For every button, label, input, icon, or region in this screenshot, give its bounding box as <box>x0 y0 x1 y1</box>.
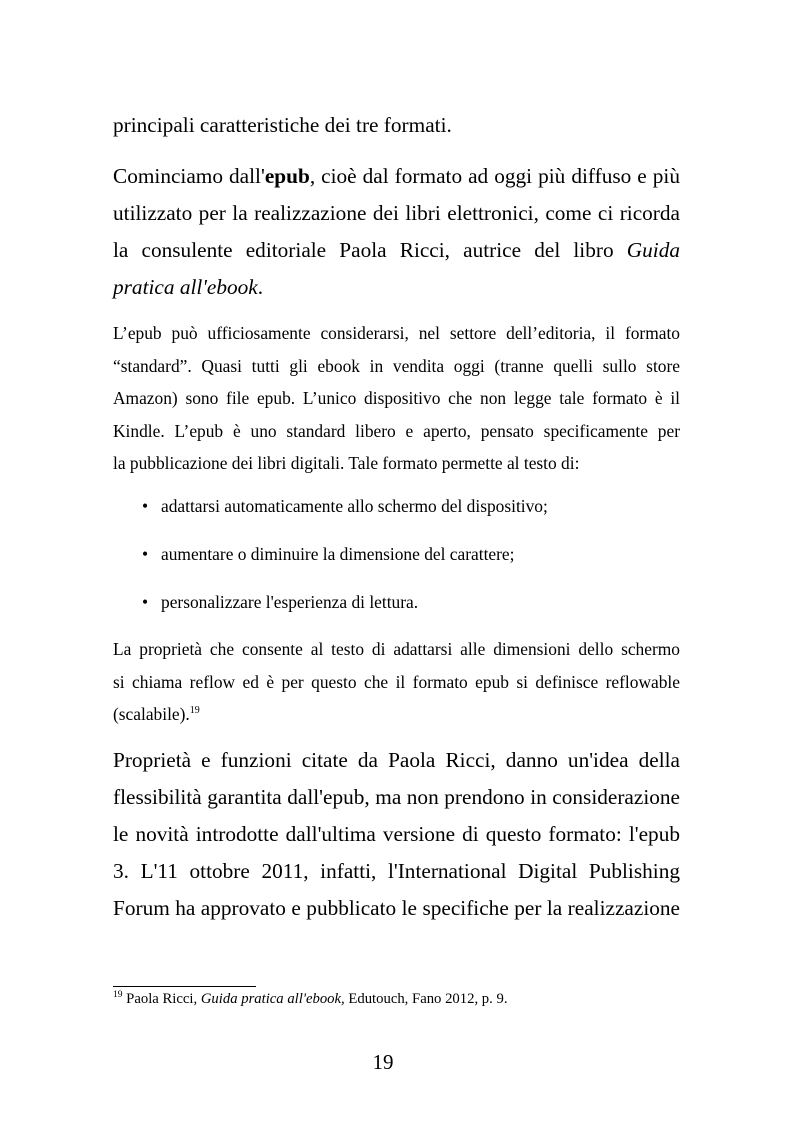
paragraph-intro-end <box>113 107 680 144</box>
paragraph-line: 3. L'11 ottobre 2011, infatti, l'International Digital Publishing <box>113 859 680 883</box>
bullet-icon: • <box>141 544 149 564</box>
paragraph-intro-end-text: principali caratteristiche dei tre formati. <box>113 113 452 137</box>
list-item <box>113 490 680 538</box>
epub-line1-rest: , cioè dal formato ad oggi più diffuso e più <box>309 164 680 188</box>
list-item <box>113 538 680 586</box>
paragraph-epub-line-2: utilizzato per la realizzazione dei libri elettronici, come ci ricorda <box>113 201 680 225</box>
paragraph-line: flessibilità garantita dall'epub, ma non prendono in considerazione <box>113 785 680 809</box>
book-title-part-1: Guida <box>626 238 680 262</box>
epub-line4-end: . <box>257 275 264 299</box>
list-item-text: personalizzare l'esperienza di lettura. <box>161 592 419 612</box>
quote-line: Amazon) sono file epub. L’unico dispositivo che non legge tale formato è il <box>113 388 680 408</box>
footnote-number: 19 <box>113 990 123 1001</box>
quote2-line <box>113 698 680 731</box>
quote-line: Kindle. L’epub è uno standard libero e aperto, pensato specificamente per <box>113 420 680 441</box>
quote2-line: si chiama reflow ed è per questo che il formato epub si definisce reflowable <box>113 671 680 692</box>
bullet-icon: • <box>141 496 149 516</box>
epub-bold-term: epub <box>264 164 310 188</box>
quote2-line3-text: (scalabile). <box>113 704 190 724</box>
footnote-divider <box>113 986 256 987</box>
list-item-text: adattarsi automaticamente allo schermo del dispositivo; <box>161 496 548 516</box>
paragraph-line: le novità introdotte dall'ultima versione di questo formato: l'epub <box>113 822 680 846</box>
footnote-title: Guida pratica all'ebook, <box>200 991 345 1007</box>
quote-line: “standard”. Quasi tutti gli ebook in vendita oggi (tranne quelli sullo store <box>113 355 680 376</box>
epub-line3-start: la consulente editoriale Paola Ricci, autrice del libro <box>113 238 627 262</box>
quote-line: L’epub può ufficiosamente considerarsi, nel settore dell’editoria, il formato <box>113 323 680 343</box>
book-title-part-2: pratica all'ebook <box>113 275 258 299</box>
block-quote-reflow <box>113 633 680 731</box>
footnote <box>113 989 680 1009</box>
block-quote <box>113 317 680 480</box>
page-number: 19 <box>372 1050 394 1074</box>
paragraph-epub-line-3 <box>113 232 680 269</box>
paragraph-properties <box>113 742 680 927</box>
paragraph-epub-line-1 <box>113 158 680 195</box>
list-item <box>113 586 680 634</box>
quote2-line: La proprietà che consente al testo di adattarsi alle dimensioni dello schermo <box>113 639 680 659</box>
footnote-rest: Edutouch, Fano 2012, p. 9. <box>344 991 508 1007</box>
quote-line: la pubblicazione dei libri digitali. Tale formato permette al testo di: <box>113 453 580 473</box>
epub-line1-start: Cominciamo dall' <box>113 164 265 188</box>
bullet-icon: • <box>141 592 149 612</box>
paragraph-epub-line-4 <box>113 269 680 306</box>
list-item-text: aumentare o diminuire la dimensione del carattere; <box>161 544 515 564</box>
footnote-author: Paola Ricci, <box>122 991 201 1007</box>
paragraph-line: Proprietà e funzioni citate da Paola Ricci, danno un'idea della <box>113 748 680 772</box>
paragraph-epub <box>113 158 680 306</box>
bullet-list <box>113 490 680 634</box>
paragraph-line: Forum ha approvato e pubblicato le specifiche per la realizzazione <box>113 896 680 920</box>
footnote-reference[interactable]: 19 <box>189 705 200 717</box>
